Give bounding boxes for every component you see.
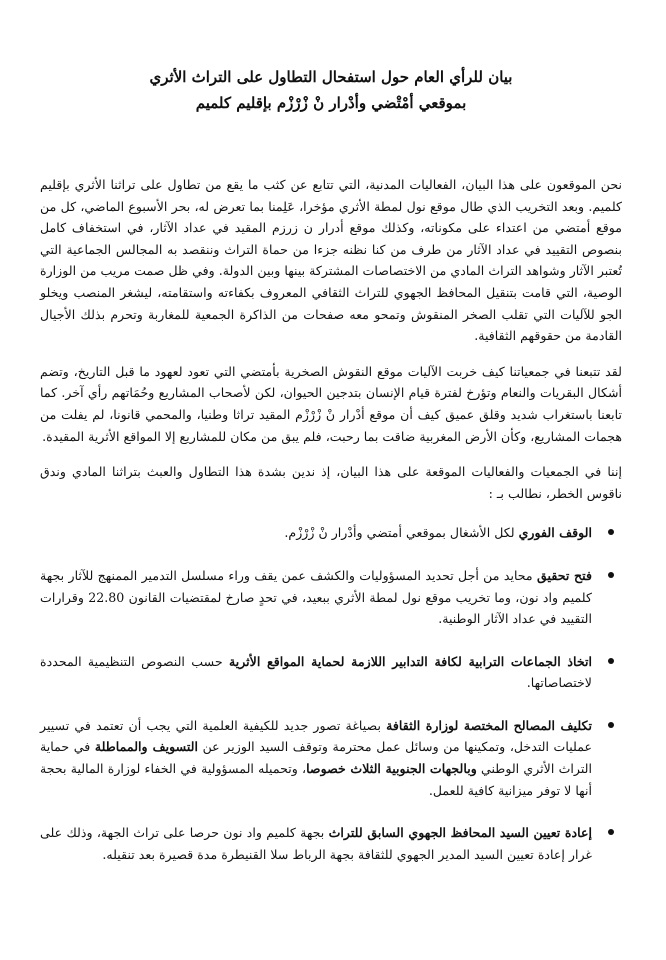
title-line-1: بيان للرأي العام حول استفحال التطاول على التراث الأثري	[149, 68, 513, 86]
demand-lead: تكليف المصالح المختصة لوزارة الثقافة	[386, 717, 592, 733]
demand-item	[40, 565, 622, 630]
title-line-2: بموقعي أمْتْضي وأدْرار نْ زْرْزْم بإقليم كلميم	[195, 94, 467, 112]
statement-title	[40, 64, 622, 116]
demand-item	[40, 522, 622, 544]
demand-text: بجهة كلميم واد نون حرصا على تراث الجهة، وذلك على غرار إعادة تعيين السيد المدير الجهوي للثقافة بجهة الرباط سلا القنيطرة مدة قصيرة بعد تنقيله.	[40, 825, 592, 862]
demand-item	[40, 715, 622, 801]
paragraph-demands-intro: إننا في الجمعيات والفعاليات الموقعة على هذا البيان، إذ ندين بشدة هذا التطاول والعبث بتراثنا المادي وندق ناقوس الخطر، نطالب بـ :	[40, 464, 622, 501]
demand-item	[40, 651, 622, 694]
demand-text: حسب النصوص التنظيمية المحددة لاختصاصاتها.	[40, 653, 592, 691]
paragraph-intro: نحن الموقعون على هذا البيان، الفعاليات المدنية، التي تتابع عن كثب ما يقع من تطاول على تراثنا الأثري بإقليم كلميم. وبعد التخريب الذي طال موقع نول لمطة الأثري مؤخرا، عَلِمنا بما تعرض له، بحر الأسبوع الماضي، كل من موقع أمتضي من اعتداء على مكوناته، وكذلك موقع أدرار ن زرزم المقيد في عداد الآثار، في استخفاف كامل بنصوص التقييد في عداد الآثار من طرف من كنا نظنه جزءا من حماة التراث وننقصد به المجالس الجماعية التي تُعتبر الآثار وشواهد التراث المادي من الاختصاصات المشتركة بينها وبين الدولة. وفي ظل صمت مريب من الوزارة الوصية، التي قامت بتنقيل المحافظ الجهوي للتراث الثقافي المعروف بكفاءته واستقامته، ليشغر المنصب ويخلو الجو للآليات التي تقلب الصخر المنقوش وتمحو معه صفحات من الذاكرة الجمعية للمغاربة وتحرم بذلك الأجيال القادمة من حقوقهم الثقافية.	[40, 177, 622, 344]
demand-text: محايد من أجل تحديد المسؤوليات والكشف عمن يقف وراء مسلسل التدمير الممنهج للآثار بجهة كلميم واد نون، وما تخريب موقع نول لمطة الأثري ببعيد، في تحدٍ صارخ لمقتضيات القانون 22.80 وقرارات التقييد في عداد الآثار الوطنية.	[40, 567, 592, 627]
demand-emphasis: التسويف والمماطلة	[94, 739, 199, 755]
paragraph-damage: لقد تتبعنا في جمعياتنا كيف خربت الآليات موقع النقوش الصخرية بأمتضي التي تعود لعهود ما قبل التاريخ، وتضم أشكال البقريات والنعام وتؤرخ لفترة قيام الإنسان بتدجين الحيوان، لكن لأصحاب المشاريع وحُمَاتهم رأي آخر. كما تابعنا باستغراب شديد وقلق عميق كيف أن موقع أدْرار نْ زْرْزْم المقيد تراثا وطنيا، والمحمي قانونا، لم يفلت من هجمات المشاريع، وكأن الأرض المغربية ضاقت بما رحبت، فلم يبق من مكان للمشاريع إلا المواقع الأثرية المقيدة.	[40, 363, 622, 444]
bullet-icon	[608, 658, 614, 664]
bullet-icon	[608, 722, 614, 728]
demand-lead: إعادة تعيين السيد المحافظ الجهوي السابق للتراث	[328, 825, 592, 841]
demands-list	[40, 522, 622, 865]
demand-lead: اتخاذ الجماعات الترابية لكافة التدابير اللازمة لحماية المواقع الأثرية	[228, 653, 592, 669]
demand-text: ، وتحميله المسؤولية في الخفاء لوزارة المالية بحجة أنها لا توفر ميزانية كافية للعمل.	[40, 761, 592, 798]
demand-lead: الوقف الفوري	[518, 525, 592, 541]
bullet-icon	[608, 572, 614, 578]
demand-emphasis: وبالجهات الجنوبية الثلاث خصوصا	[306, 761, 477, 777]
bullet-icon	[608, 529, 614, 535]
demand-text: لكل الأشغال بموقعي أمتضي وأدْرار نْ زْرْزْم.	[284, 525, 519, 541]
bullet-icon	[608, 829, 614, 835]
demand-lead: فتح تحقيق	[537, 567, 592, 583]
demand-text: في حماية التراث الأثري الوطني	[40, 739, 593, 777]
demand-item	[40, 822, 622, 865]
demand-text: بصياغة تصور جديد للكيفية العلمية التي يجب أن تعتمد في تسيير عمليات التدخل، وتمكينها من وسائل عمل محترمة وتوقف السيد الوزير عن	[40, 717, 593, 755]
